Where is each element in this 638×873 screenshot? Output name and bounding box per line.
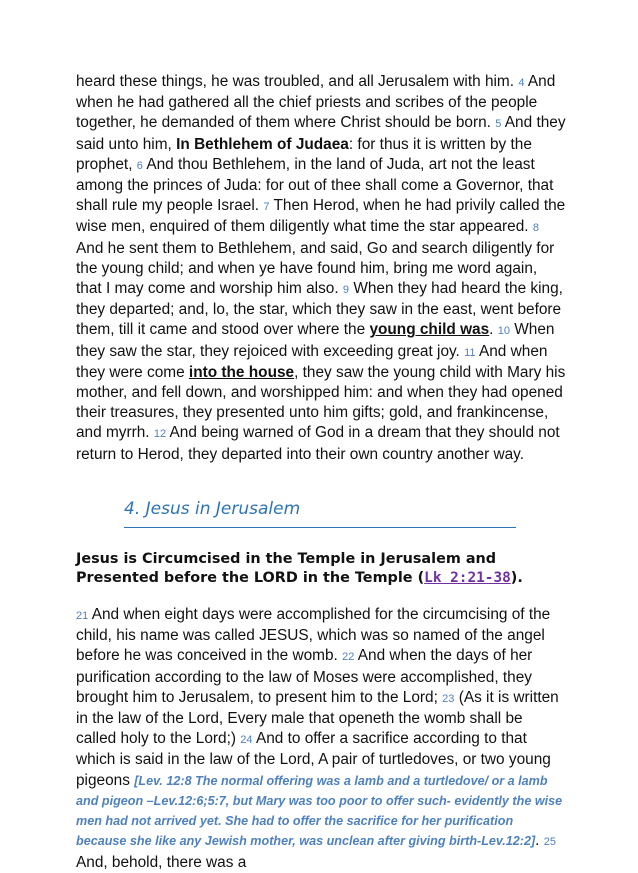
document-page (76, 72, 566, 873)
verse-number: 4 (518, 77, 525, 89)
verse-text: When they had heard the king, they departed; and, lo, the star, which they saw in the east, went before them, till it came and stood over where the (76, 280, 563, 339)
passage-paragraph (76, 72, 566, 465)
verse-text: And they said unto him, (76, 114, 566, 153)
subheading-text: Jesus is Circumcised in the Temple in Jerusalem and Presented before the LORD in the Temple ( (76, 551, 497, 587)
bold-underlined-phrase: into the house (188, 363, 295, 381)
verse-text: And when eight days were accomplished for the circumcising of the child, his name was called JESUS, which was so named of the angel before he was conceived in the womb. (76, 606, 551, 665)
verse-number: 23 (442, 692, 455, 705)
verse-number: 7 (263, 201, 270, 214)
verse-text: And being warned of God in a dream that they should not return to Herod, they departed into their own country another way. (76, 424, 560, 463)
passage-subheading (76, 550, 566, 588)
verse-number: 25 (543, 836, 556, 849)
passage-paragraph (76, 605, 566, 873)
verse-text: Then Herod, when he had privily called the wise men, enquired of them diligently what time the star appeared. (76, 197, 566, 236)
verse-number: 12 (153, 428, 167, 441)
verse-number: 11 (464, 346, 476, 359)
commentary-note: [Lev. 12:8 The normal offering was a lamb and a turtledove/ or a lamb and pigeon –Lev.12:6;5:7, but Mary was too poor to offer such- evidently the wise men had not arrived yet. She had to offer the sacrifice for her purification because she like any Jewish mother, was unclean after giving birth-Lev.12:2] (76, 773, 563, 849)
bold-phrase: In Bethlehem of Judaea (176, 135, 349, 153)
verse-text: And to offer a sacrifice according to that which is said in the law of the Lord, A pair of turtledoves, or two young pigeons (76, 730, 551, 789)
verse-text: When they saw the star, they rejoiced with exceeding great joy. (76, 321, 555, 360)
verse-number: 5 (495, 118, 502, 131)
subheading-end: ). (510, 570, 523, 587)
verse-number: 22 (342, 651, 355, 664)
verse-number: 9 (342, 284, 350, 297)
verse-number: 8 (532, 222, 539, 235)
verse-text: And when the days of her purification according to the law of Moses were accomplished, they brought him to Jerusalem, to present him to the Lord; (76, 647, 533, 706)
verse-text: And thou Bethlehem, in the land of Juda, art not the least among the princes of Juda: for out of thee shall come a Governor, that shall rule my people Israel. (76, 155, 554, 215)
verse-text: And, behold, there was a (76, 853, 247, 871)
verse-text: . (535, 832, 540, 850)
section-heading: 4. Jesus in Jerusalem (124, 499, 516, 528)
verse-text: And when they were come (76, 342, 548, 381)
verse-number: 24 (240, 734, 253, 747)
verse-text: . (489, 321, 494, 339)
verse-number: 6 (136, 159, 143, 172)
verse-text: And he sent them to Bethlehem, and said, Go and search diligently for the young child; and when ye have found him, bring me word again, that I may come and worship him also. (76, 239, 555, 298)
verse-number: 10 (497, 325, 510, 338)
verse-text: : for thus it is written by the prophet, (76, 135, 532, 173)
verse-number: 21 (76, 610, 89, 623)
verse-text: , they saw the young child with Mary his mother, and fell down, and worshipped him: and when they had opened their treasures, they presented unto him gifts; gold, and frankincense, and myrrh. (76, 363, 566, 442)
bold-underlined-phrase: young child was (369, 321, 490, 339)
scripture-reference-link[interactable]: Lk 2:21-38 (424, 570, 511, 587)
verse-text: (As it is written in the law of the Lord, Every male that openeth the womb shall be called holy to the Lord;) (76, 688, 559, 748)
verse-text: And when he had gathered all the chief priests and scribes of the people together, he demanded of them where Christ should be born. (76, 73, 556, 132)
verse-text: heard these things, he was troubled, and all Jerusalem with him. (76, 73, 515, 90)
